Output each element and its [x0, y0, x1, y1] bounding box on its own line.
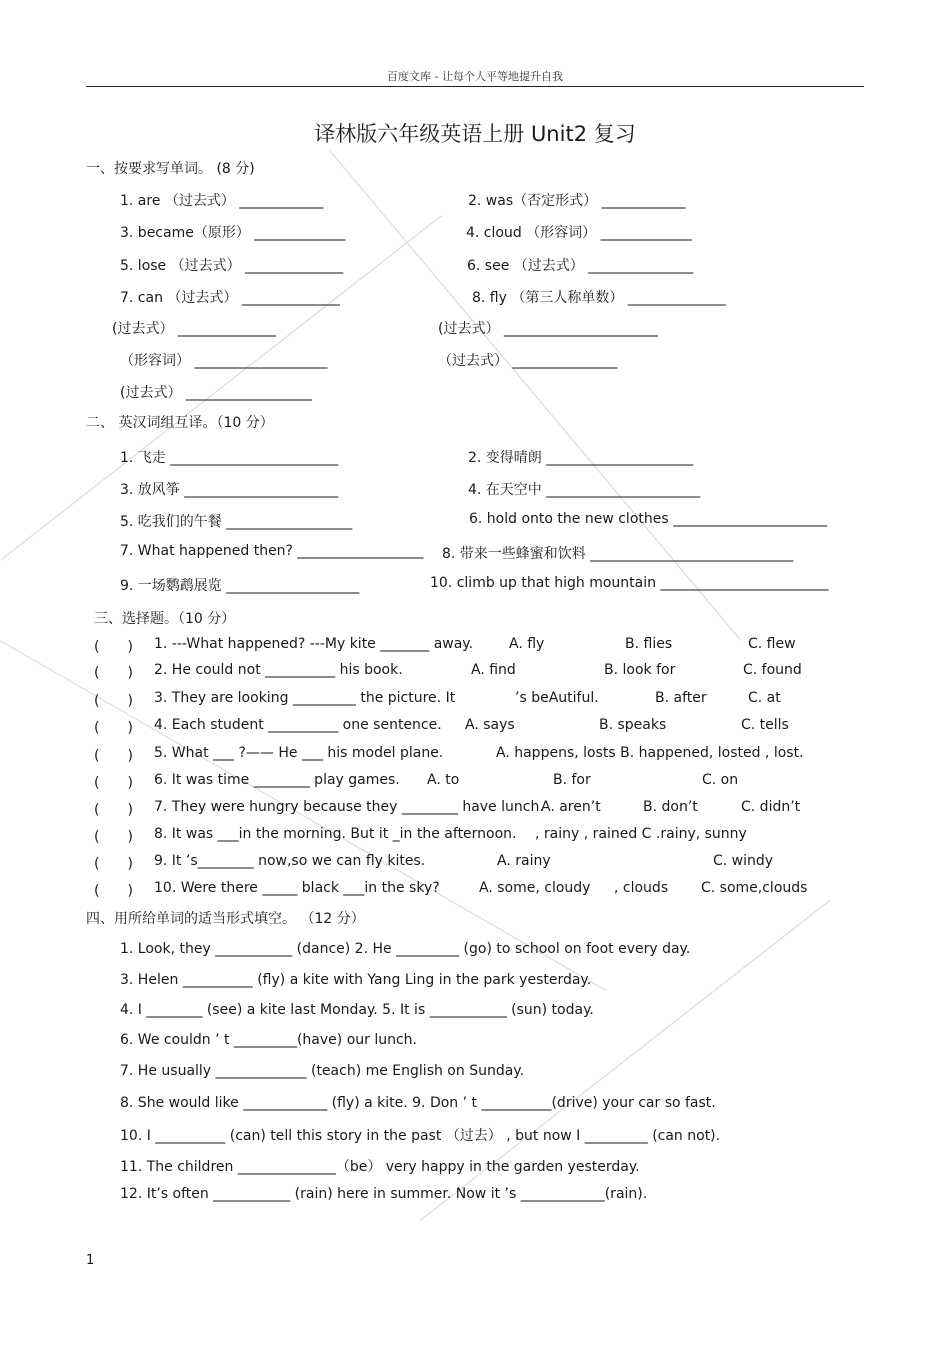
answer-paren: ( ): [94, 639, 133, 655]
s4-line: 11. The children ______________（be） very happy in the garden yesterday.: [120, 1159, 640, 1175]
mc-question: 7. They were hungry because they ________ have lunch.: [154, 799, 544, 815]
section2-heading: 二、 英汉词组互译。（10 分）: [86, 415, 274, 431]
mc-option-c: C. at: [748, 690, 781, 706]
mc-option-c: C. didn’t: [741, 799, 801, 815]
mc-option-b: B. look for: [604, 662, 676, 678]
mc-option-a: A. to: [427, 772, 460, 788]
s2-item: 8. 带来一些蜂蜜和饮料 _____________________________: [442, 546, 794, 562]
answer-paren: ( ): [94, 693, 133, 709]
s1-item: (过去式） ______________: [112, 321, 276, 337]
s2-item: 4. 在天空中 ______________________: [468, 482, 701, 498]
s1-item: 4. cloud （形容词） _____________: [466, 225, 692, 241]
s1-item: (过去式） ______________________: [438, 321, 658, 337]
s4-line: 4. I ________ (see) a kite last Monday. 5. It is ___________ (sun) today.: [120, 1002, 594, 1018]
s4-line: 6. We couldn ’ t _________(have) our lunch.: [120, 1032, 417, 1048]
s1-item: (过去式） __________________: [120, 385, 312, 401]
s1-item: 8. fly （第三人称单数） ______________: [472, 290, 726, 306]
mc-option-c: C. on: [702, 772, 739, 788]
page-number: 1: [86, 1253, 95, 1268]
answer-paren: ( ): [94, 883, 133, 899]
mc-option-a: A. fly: [509, 636, 545, 652]
page-header: 百度文库 - 让每个人平等地提升自我: [387, 70, 563, 83]
s4-line: 8. She would like ____________ (fly) a kite. 9. Don ’ t __________(drive) your car so fast.: [120, 1095, 716, 1111]
s1-item: 6. see （过去式） _______________: [467, 258, 694, 274]
s1-item: （过去式） _______________: [438, 353, 618, 369]
mc-option-b: B. speaks: [599, 717, 667, 733]
s2-item: 5. 吃我们的午餐 __________________: [120, 514, 353, 530]
answer-paren: ( ): [94, 802, 133, 818]
s1-item: 1. are （过去式） ____________: [120, 193, 324, 209]
mc-question: 3. They are looking _________ the picture. It: [154, 690, 456, 706]
mc-option-a: ’s beAutiful.: [515, 690, 599, 706]
answer-paren: ( ): [94, 665, 133, 681]
s2-item: 10. climb up that high mountain ________________________: [430, 575, 829, 591]
mc-option-b: B. don’t: [643, 799, 698, 815]
s1-item: 2. was（否定形式） ____________: [468, 193, 686, 209]
answer-paren: ( ): [94, 775, 133, 791]
mc-question: 10. Were there _____ black ___in the sky?: [154, 880, 440, 896]
mc-option-a: A. find: [471, 662, 516, 678]
mc-option-a: A. aren’t: [541, 799, 601, 815]
mc-question: 4. Each student __________ one sentence.: [154, 717, 442, 733]
s2-item: 1. 飞走 ________________________: [120, 450, 339, 466]
section4-heading: 四、用所给单词的适当形式填空。 （12 分）: [86, 911, 365, 927]
s1-item: （形容词） ___________________: [120, 353, 328, 369]
mc-option-a: , rainy , rained C .rainy, sunny: [535, 826, 747, 842]
mc-question: 5. What ___ ?—— He ___ his model plane.: [154, 745, 444, 761]
mc-question: 9. It ’s________ now,so we can fly kites.: [154, 853, 426, 869]
s2-item: 7. What happened then? __________________: [120, 543, 424, 559]
mc-option-a: A. rainy: [497, 853, 551, 869]
s4-line: 1. Look, they ___________ (dance) 2. He _________ (go) to school on foot every day.: [120, 941, 691, 957]
page-title: 译林版六年级英语上册 Unit2 复习: [314, 122, 636, 146]
mc-option-c: C. windy: [713, 853, 774, 869]
s1-item: 5. lose （过去式） ______________: [120, 258, 344, 274]
section3-heading: 三、选择题。（10 分）: [94, 611, 236, 627]
mc-option-c: C. some,clouds: [701, 880, 808, 896]
mc-question: 8. It was ___in the morning. But it _in the afternoon.: [154, 826, 517, 842]
mc-option-a: A. says: [465, 717, 515, 733]
mc-question: 6. It was time ________ play games.: [154, 772, 400, 788]
s4-line: 7. He usually _____________ (teach) me English on Sunday.: [120, 1063, 525, 1079]
answer-paren: ( ): [94, 720, 133, 736]
mc-question: 1. ---What happened? ---My kite _______ away.: [154, 636, 474, 652]
s2-item: 3. 放风筝 ______________________: [120, 482, 339, 498]
s1-item: 7. can （过去式） ______________: [120, 290, 340, 306]
mc-option-a: A. happens, losts B. happened, losted , lost.: [496, 745, 804, 761]
s4-line: 10. I __________ (can) tell this story in the past （过去） , but now I _________ (can not).: [120, 1128, 721, 1144]
answer-paren: ( ): [94, 829, 133, 845]
header-rule: [86, 86, 864, 87]
s4-line: 3. Helen __________ (fly) a kite with Yang Ling in the park yesterday.: [120, 972, 592, 988]
mc-option-b: B. flies: [625, 636, 673, 652]
s2-item: 6. hold onto the new clothes ______________________: [469, 511, 828, 527]
mc-option-c: C. tells: [741, 717, 789, 733]
s4-line: 12. It’s often ___________ (rain) here in summer. Now it ’s ____________(rain).: [120, 1186, 648, 1202]
mc-option-a: A. some, cloudy: [479, 880, 591, 896]
answer-paren: ( ): [94, 748, 133, 764]
mc-option-c: C. found: [743, 662, 802, 678]
answer-paren: ( ): [94, 856, 133, 872]
section1-heading: 一、按要求写单词。 (8 分): [86, 161, 255, 177]
s1-item: 3. became（原形） _____________: [120, 225, 346, 241]
mc-option-b: B. for: [553, 772, 591, 788]
s2-item: 9. 一场鹦鹉展览 ___________________: [120, 578, 360, 594]
mc-option-b: B. after: [655, 690, 707, 706]
mc-question: 2. He could not __________ his book.: [154, 662, 403, 678]
mc-option-c: C. flew: [748, 636, 796, 652]
s2-item: 2. 变得晴朗 _____________________: [468, 450, 694, 466]
mc-option-b: , clouds: [614, 880, 669, 896]
